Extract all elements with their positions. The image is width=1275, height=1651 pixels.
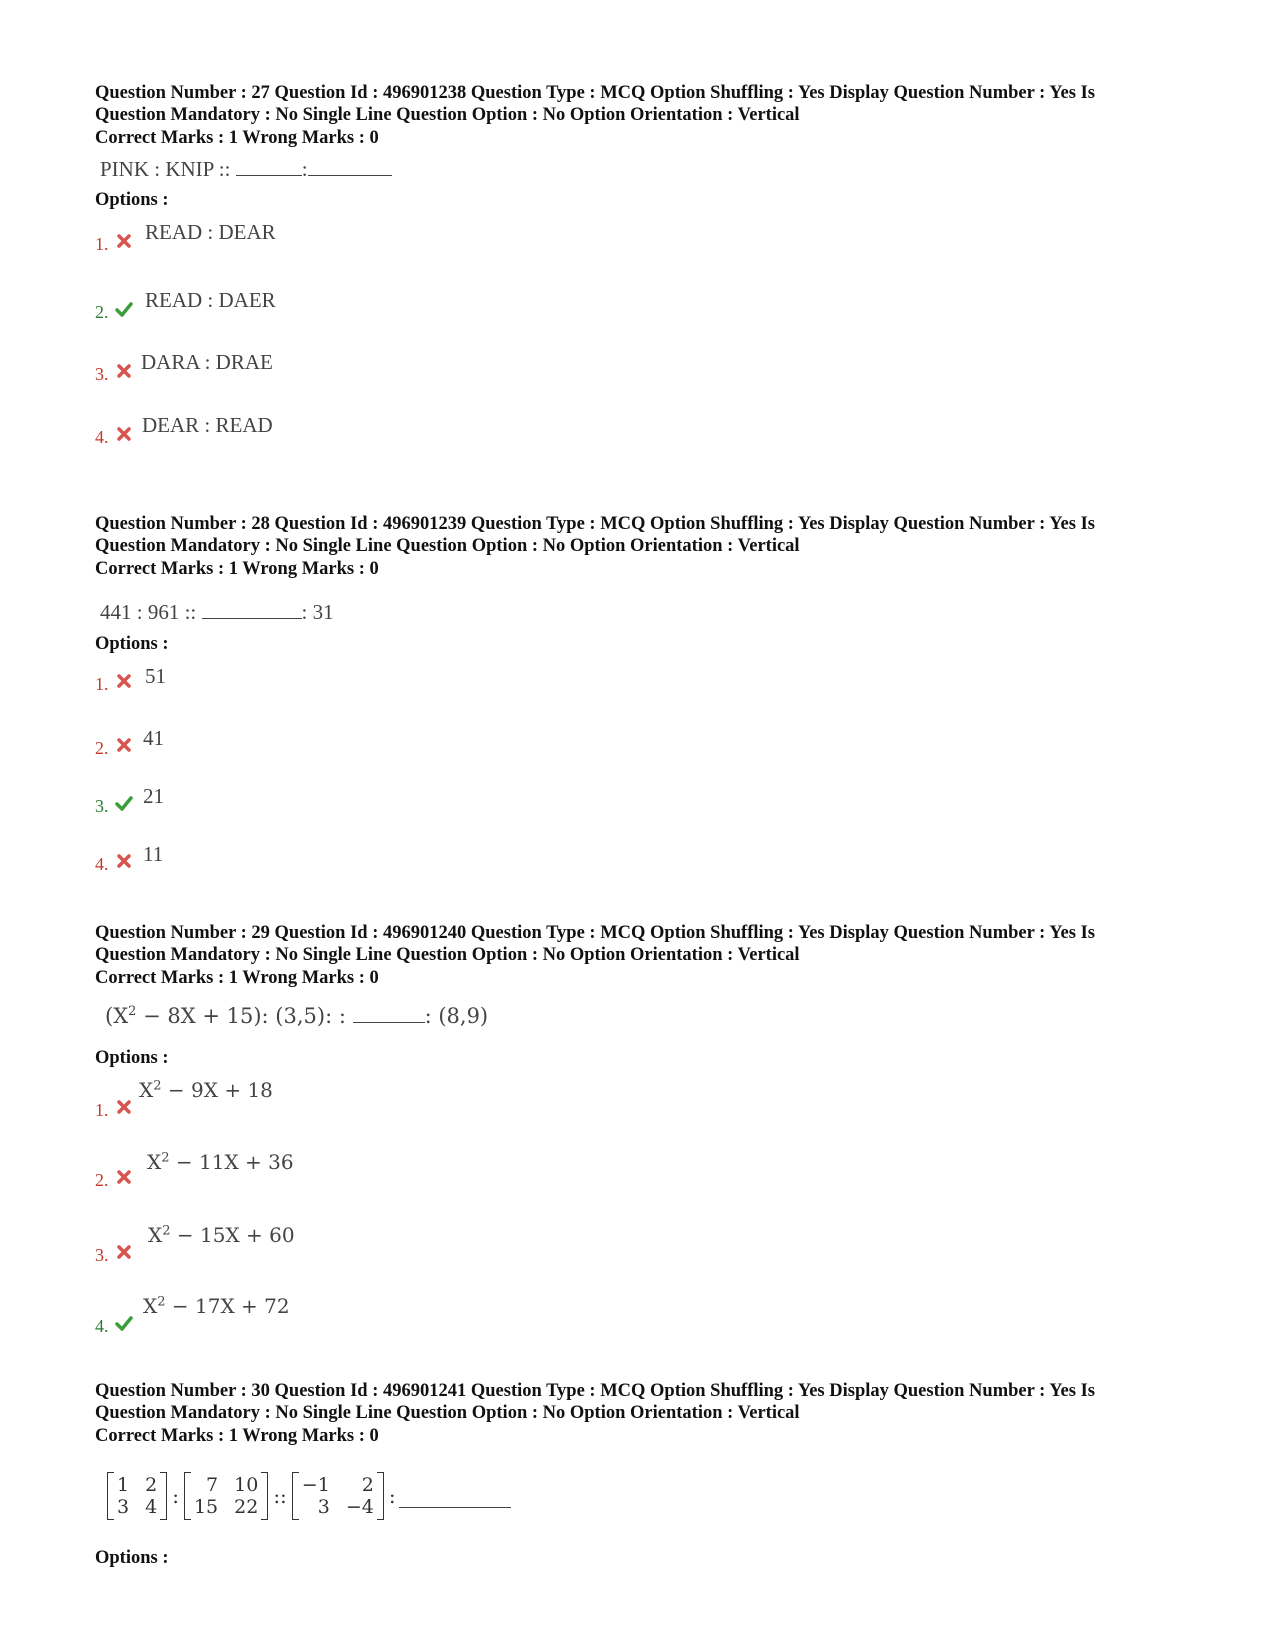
- option-number: 2.: [95, 738, 109, 758]
- question-27-text: PINK : KNIP :: :: [100, 157, 392, 182]
- option-text: DEAR : READ: [142, 413, 273, 437]
- options-label: Options :: [95, 634, 169, 654]
- cross-icon: [115, 1168, 133, 1186]
- option-text: $X^2 - 15X + 60$: [148, 1223, 295, 1247]
- option-text: DARA : DRAE: [141, 350, 273, 374]
- option-text: $X^2 - 11X + 36$: [147, 1150, 294, 1174]
- question-29-header: [95, 922, 1205, 966]
- option-number: 2.: [95, 302, 109, 322]
- question-28-header: [95, 513, 1205, 557]
- check-icon: [115, 794, 133, 812]
- option-text: 21: [143, 784, 164, 808]
- option-number: 1.: [95, 234, 109, 254]
- option-text: 51: [145, 664, 166, 688]
- question-header-line1: Question Number : 28 Question Id : 496901239 Question Type : MCQ Option Shuffling : Yes Display Question Number : Yes Is: [95, 514, 1095, 534]
- option-text: READ : DEAR: [145, 220, 276, 244]
- option-number: 4.: [95, 854, 109, 874]
- question-30-text: 1 2 3 4 : 7 10 15 22 :: −1 2 3 −4 :: [105, 1472, 511, 1520]
- question-30-header: [95, 1380, 1205, 1424]
- option-text: $X^2 - 9X + 18$: [139, 1078, 273, 1102]
- option-text: $X^2 - 17X + 72$: [143, 1294, 290, 1318]
- question-29-marks: Correct Marks : 1 Wrong Marks : 0: [95, 968, 379, 988]
- question-header-line2: Question Mandatory : No Single Line Question Option : No Option Orientation : Vertical: [95, 945, 800, 965]
- option-text: 41: [143, 726, 164, 750]
- option-text: READ : DAER: [145, 288, 276, 312]
- question-header-line2: Question Mandatory : No Single Line Question Option : No Option Orientation : Vertical: [95, 105, 800, 125]
- question-27-marks: Correct Marks : 1 Wrong Marks : 0: [95, 128, 379, 148]
- question-29-text: $(X^2 - 8X + 15)$: (3,5): : : (8,9): [105, 1004, 489, 1028]
- question-30-marks: Correct Marks : 1 Wrong Marks : 0: [95, 1426, 379, 1446]
- option-text: 11: [143, 842, 164, 866]
- cross-icon: [115, 736, 133, 754]
- question-27-header: [95, 82, 1205, 126]
- answer-blank: [202, 600, 302, 619]
- cross-icon: [115, 1098, 133, 1116]
- option-number: 3.: [95, 796, 109, 816]
- cross-icon: [115, 852, 133, 870]
- check-icon: [115, 300, 133, 318]
- answer-blank: [308, 157, 392, 176]
- options-label: Options :: [95, 190, 169, 210]
- option-number: 4.: [95, 1316, 109, 1336]
- option-number: 2.: [95, 1170, 109, 1190]
- answer-blank: [353, 1004, 425, 1023]
- matrix-2: 7 10 15 22: [184, 1472, 268, 1520]
- cross-icon: [115, 362, 133, 380]
- question-header-line1: Question Number : 30 Question Id : 496901241 Question Type : MCQ Option Shuffling : Yes Display Question Number : Yes Is: [95, 1381, 1095, 1401]
- cross-icon: [115, 425, 133, 443]
- option-number: 3.: [95, 1245, 109, 1265]
- option-number: 3.: [95, 364, 109, 384]
- matrix-3: −1 2 3 −4: [292, 1472, 384, 1520]
- matrix-1: 1 2 3 4: [107, 1472, 167, 1520]
- question-28-marks: Correct Marks : 1 Wrong Marks : 0: [95, 559, 379, 579]
- check-icon: [115, 1314, 133, 1332]
- options-label: Options :: [95, 1548, 169, 1568]
- options-label: Options :: [95, 1048, 169, 1068]
- cross-icon: [115, 232, 133, 250]
- answer-blank: [399, 1485, 511, 1508]
- question-header-line1: Question Number : 29 Question Id : 496901240 Question Type : MCQ Option Shuffling : Yes Display Question Number : Yes Is: [95, 923, 1095, 943]
- question-28-text: 441 : 961 :: : 31: [100, 600, 334, 624]
- option-number: 1.: [95, 1100, 109, 1120]
- question-header-line1: Question Number : 27 Question Id : 496901238 Question Type : MCQ Option Shuffling : Yes Display Question Number : Yes Is: [95, 83, 1095, 103]
- cross-icon: [115, 1243, 133, 1261]
- option-number: 1.: [95, 674, 109, 694]
- answer-blank: [236, 157, 302, 176]
- question-header-line2: Question Mandatory : No Single Line Question Option : No Option Orientation : Vertical: [95, 536, 800, 556]
- option-number: 4.: [95, 427, 109, 447]
- cross-icon: [115, 672, 133, 690]
- question-header-line2: Question Mandatory : No Single Line Question Option : No Option Orientation : Vertical: [95, 1403, 800, 1423]
